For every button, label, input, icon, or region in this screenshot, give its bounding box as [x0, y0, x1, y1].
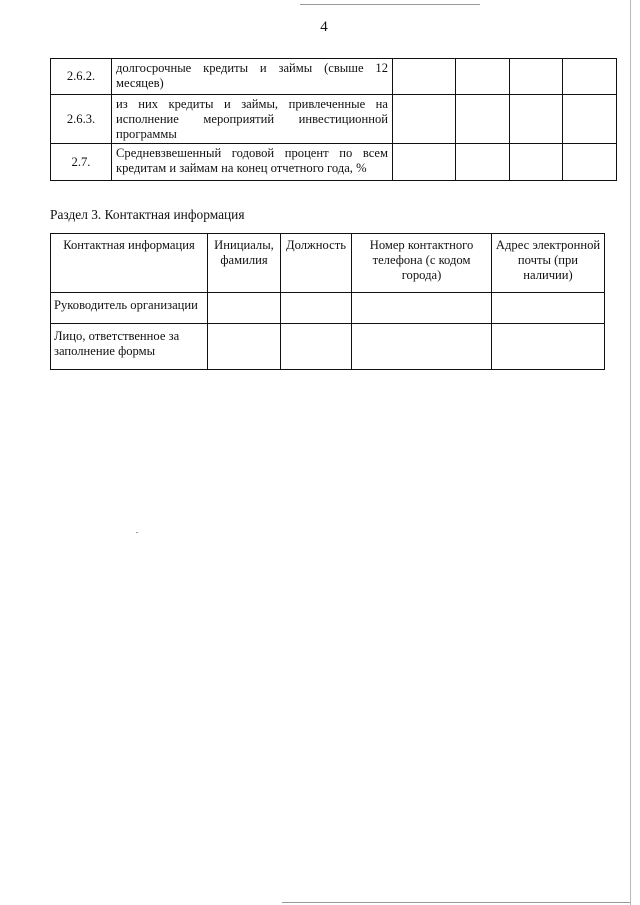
value-cell — [393, 95, 456, 144]
input-cell[interactable] — [352, 293, 492, 324]
section-title: Раздел 3. Контактная информация — [50, 207, 245, 222]
value-cell — [456, 95, 510, 144]
value-cell — [510, 95, 563, 144]
value-cell — [563, 59, 617, 95]
column-header: Должность — [281, 234, 352, 293]
value-cell — [456, 59, 510, 95]
description-line: исполнение мероприятий инвестиционной — [116, 112, 388, 126]
row-description — [112, 59, 393, 95]
description-line: кредитам и займам на конец отчетного года, % — [116, 161, 367, 175]
table-row — [51, 324, 605, 370]
input-cell[interactable] — [492, 293, 605, 324]
input-cell[interactable] — [281, 293, 352, 324]
table-row — [51, 293, 605, 324]
table-row — [51, 95, 617, 144]
column-header: Адрес электронной почты (при наличии) — [492, 234, 605, 293]
value-cell — [456, 144, 510, 181]
scan-edge-right — [630, 0, 631, 905]
input-cell[interactable] — [208, 324, 281, 370]
indicators-table — [50, 58, 617, 181]
row-number: 2.6.3. — [51, 95, 112, 144]
description-line: месяцев) — [116, 76, 164, 90]
table-row — [51, 59, 617, 95]
contact-table — [50, 233, 605, 370]
scan-edge-bottom — [282, 902, 630, 903]
scan-speck — [136, 532, 138, 533]
input-cell[interactable] — [352, 324, 492, 370]
value-cell — [393, 59, 456, 95]
input-cell[interactable] — [208, 293, 281, 324]
row-number: 2.7. — [51, 144, 112, 181]
description-line: долгосрочные кредиты и займы (свыше 12 — [116, 61, 388, 75]
value-cell — [510, 144, 563, 181]
row-number: 2.6.2. — [51, 59, 112, 95]
column-header: Контактная информация — [51, 234, 208, 293]
value-cell — [510, 59, 563, 95]
input-cell[interactable] — [281, 324, 352, 370]
table-header-row — [51, 234, 605, 293]
page-number: 4 — [320, 19, 328, 35]
description-line: Средневзвешенный годовой процент по всем — [116, 146, 388, 160]
contact-role-label: Руководитель организации — [51, 293, 208, 324]
table-row — [51, 144, 617, 181]
contact-role-label: Лицо, ответственное за заполнение формы — [51, 324, 208, 370]
input-cell[interactable] — [492, 324, 605, 370]
row-description — [112, 144, 393, 181]
row-description — [112, 95, 393, 144]
value-cell — [393, 144, 456, 181]
description-line: из них кредиты и займы, привлеченные на — [116, 97, 388, 111]
scan-edge-top — [300, 4, 480, 5]
description-line: программы — [116, 127, 177, 141]
column-header: Инициалы, фамилия — [208, 234, 281, 293]
column-header: Номер контактного телефона (с кодом города) — [352, 234, 492, 293]
value-cell — [563, 144, 617, 181]
value-cell — [563, 95, 617, 144]
